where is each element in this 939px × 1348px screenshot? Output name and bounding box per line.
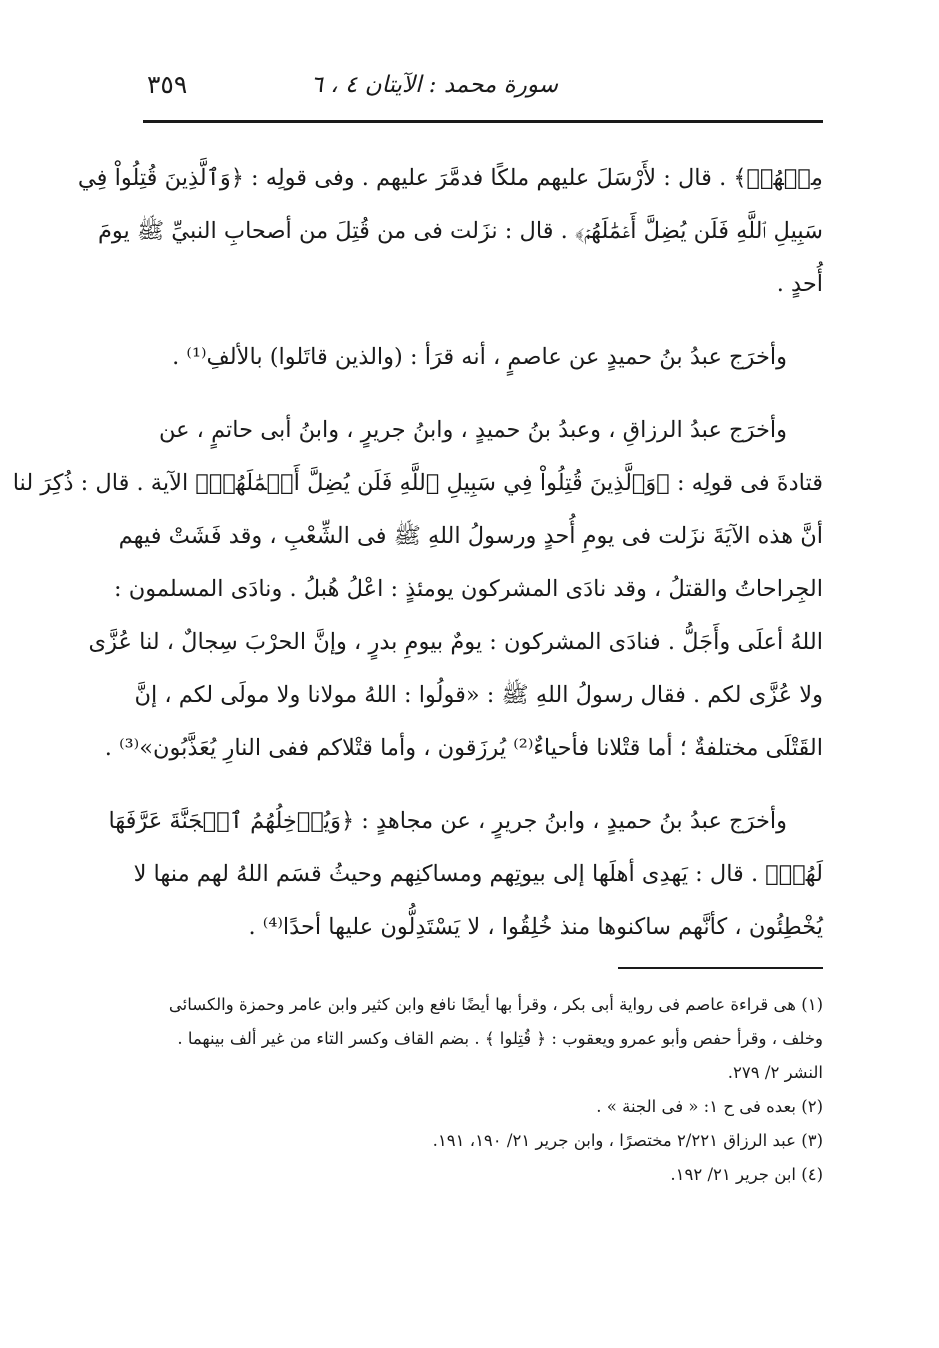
text-line: ولا عُزَّى لكم . فقال رسولُ اللهِ ﷺ : «قولُوا : اللهُ مولانا ولا مولَى لكم ، إنَّ bbox=[134, 682, 823, 708]
text-line: الجِراحاتُ والقتلُ ، وقد نادَى المشركون يومئذٍ : اعْلُ هُبلُ . ونادَى المسلمون : bbox=[114, 576, 823, 602]
text-line: القَتْلَى مختلفةٌ ؛ أما قتْلانا فأحياءٌ⁽²⁾ يُرزَقون ، وأما قتْلاكم ففى النارِ يُعَذَّبُون»⁽³⁾ . bbox=[104, 735, 823, 761]
text-line: وأخرَج عبدُ بنُ حميدٍ ، وابنُ جريرٍ ، عن مجاهدٍ : ﴿وَيُدۡخِلُهُمُ ٱلۡجَنَّةَ عَرَّفَهَا bbox=[108, 808, 787, 834]
text-line: قتادةَ فى قولِه : ﴿وَٱلَّذِينَ قُتِلُواْ فِي سَبِيلِ ٱللَّهِ فَلَن يُضِلَّ أَعۡمَٰلَهُمۡ﴾ الآية . قال : ذُكِرَ لنا bbox=[12, 470, 823, 496]
footnote-line: (٤) ابن جرير ٢١/ ١٩٢. bbox=[670, 1165, 823, 1184]
footnote-line: (٢) بعده فى ح ١: « فى الجنة » . bbox=[596, 1097, 823, 1116]
running-title: سورة محمد : الآيتان ٤ ، ٦ bbox=[310, 72, 558, 98]
text-line: يُخْطِئُون ، كأنَّهم ساكنوها منذ خُلِقُوا ، لا يَسْتَدِلُّون عليها أحدًا⁽⁴⁾ . bbox=[248, 914, 823, 940]
text-line: وأخرَج عبدُ بنُ حميدٍ عن عاصمٍ ، أنه قرَأ : (والذين قاتَلوا) بالألفِ⁽¹⁾ . bbox=[172, 344, 787, 370]
footnotes bbox=[143, 988, 823, 1192]
header-rule bbox=[143, 120, 823, 123]
text-line: اللهُ أعلَى وأَجَلُّ . فنادَى المشركون : يومٌ بيومِ بدرٍ ، وإنَّ الحرْبَ سِجالٌ ، لنا عُزَّى bbox=[88, 629, 823, 655]
text-line: لَهُمۡ﴾ . قال : يَهدِى أهلَها إلى بيوتِهم ومساكنِهم وحيثُ قسَم اللهُ لهم منها لا bbox=[133, 861, 823, 887]
text-line: أنَّ هذه الآيَةَ نزَلت فى يومِ أُحدٍ ورسولُ اللهِ ﷺ فى الشِّعْبِ ، وقد فَشَتْ فيهم bbox=[118, 523, 823, 549]
paragraph bbox=[108, 795, 823, 954]
page-number: ٣٥٩ bbox=[147, 70, 188, 99]
footnote-line: (١) هى قراءة عاصم فى رواية أبى بكر ، وقرأ بها أيضًا نافع وابن كثير وابن عامر وحمزة والكسائى bbox=[168, 995, 823, 1014]
text-line: مِنۡهُمۡ﴾ . قال : لأَرْسَلَ عليهم ملكًا فدمَّرَ عليهم . وفى قولِه : ﴿وَٱلَّذِينَ قُتِلُواْ فِي bbox=[77, 165, 823, 191]
text-line: سَبِيلِ ٱللَّهِ فَلَن يُضِلَّ أَعۡمَٰلَهُمۡ﴾ . قال : نزَلت فى من قُتِلَ من أصحابِ النبيِّ ﷺ يومَ bbox=[98, 218, 823, 244]
text-line: وأخرَج عبدُ الرزاقِ ، وعبدُ بنُ حميدٍ ، وابنُ جريرٍ ، وابنُ أبى حاتمٍ ، عن bbox=[158, 417, 787, 443]
paragraph bbox=[77, 152, 823, 311]
footnote-line: (٣) عبد الرزاق ٢/٢٢١ مختصرًا ، وابن جرير ٢١/ ١٩٠، ١٩١. bbox=[432, 1131, 823, 1150]
running-header bbox=[143, 66, 823, 110]
paragraph bbox=[143, 331, 823, 384]
footnote-line: النشر ٢/ ٢٧٩. bbox=[727, 1063, 823, 1082]
footnote-rule bbox=[618, 967, 823, 969]
paragraph bbox=[12, 404, 823, 775]
main-text bbox=[12, 152, 823, 954]
footnote-line: وخلف ، وقرأ حفص وأبو عمرو ويعقوب : ﴿ قُتِلوا ﴾ . بضم القاف وكسر التاء من غير ألف بينهما . bbox=[177, 1029, 823, 1048]
text-line: أُحدٍ . bbox=[776, 271, 823, 297]
